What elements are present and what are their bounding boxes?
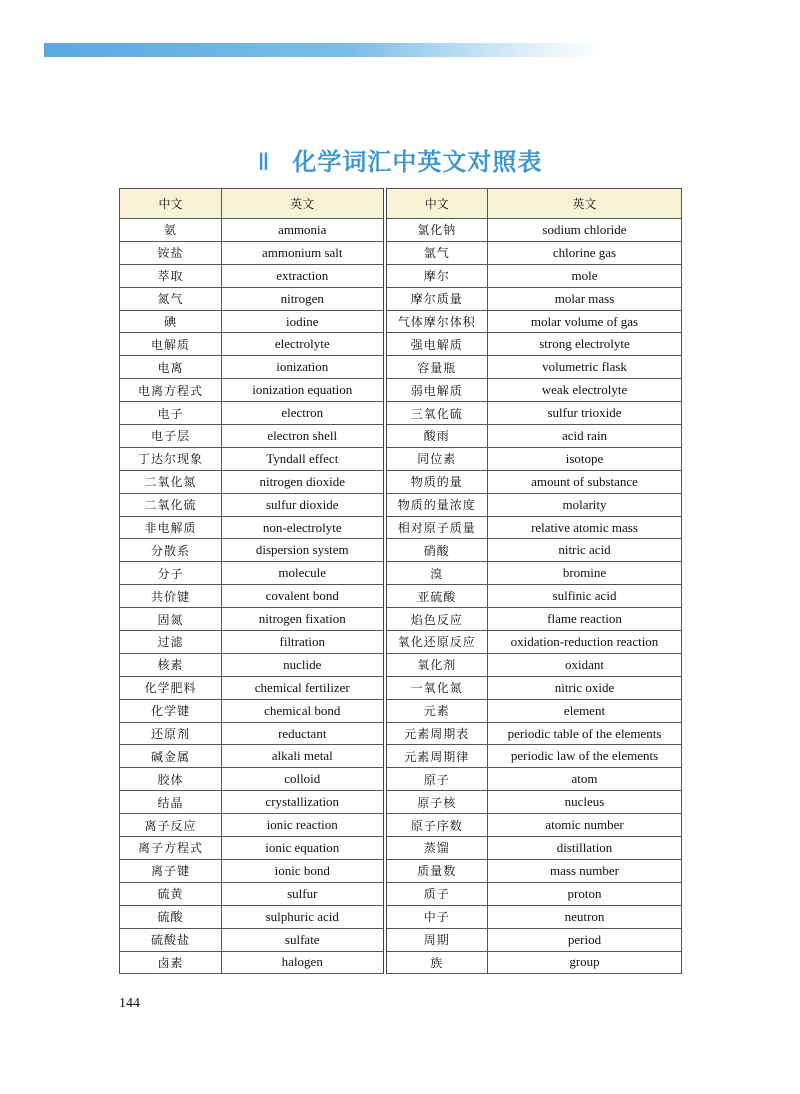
english-term-cell: mole <box>488 264 682 287</box>
chinese-term-cell: 丁达尔现象 <box>120 447 222 470</box>
chinese-term-cell: 核素 <box>120 653 222 676</box>
table-row <box>120 928 682 951</box>
english-term-cell: volumetric flask <box>488 356 682 379</box>
english-term-cell: extraction <box>222 264 385 287</box>
english-term-cell: nitric acid <box>488 539 682 562</box>
table-row <box>120 653 682 676</box>
english-term-cell: amount of substance <box>488 470 682 493</box>
english-term-cell: proton <box>488 882 682 905</box>
table-row <box>120 264 682 287</box>
chinese-term-cell: 氧化剂 <box>385 653 488 676</box>
english-term-cell: sulfur <box>222 882 385 905</box>
english-term-cell: filtration <box>222 631 385 654</box>
chinese-term-cell: 摩尔质量 <box>385 287 488 310</box>
table-row <box>120 287 682 310</box>
english-term-cell: bromine <box>488 562 682 585</box>
chinese-term-cell: 二氧化硫 <box>120 493 222 516</box>
english-term-cell: molecule <box>222 562 385 585</box>
chinese-term-cell: 物质的量浓度 <box>385 493 488 516</box>
english-term-cell: molar mass <box>488 287 682 310</box>
english-term-cell: chemical fertilizer <box>222 676 385 699</box>
table-row <box>120 905 682 928</box>
chinese-term-cell: 化学肥料 <box>120 676 222 699</box>
column-header-chinese: 中文 <box>120 189 222 219</box>
chinese-term-cell: 相对原子质量 <box>385 516 488 539</box>
english-term-cell: oxidant <box>488 653 682 676</box>
english-term-cell: distillation <box>488 837 682 860</box>
english-term-cell: colloid <box>222 768 385 791</box>
chinese-term-cell: 摩尔 <box>385 264 488 287</box>
english-term-cell: iodine <box>222 310 385 333</box>
chinese-term-cell: 气体摩尔体积 <box>385 310 488 333</box>
chinese-term-cell: 原子核 <box>385 791 488 814</box>
english-term-cell: sulfur trioxide <box>488 402 682 425</box>
english-term-cell: element <box>488 699 682 722</box>
table-row <box>120 379 682 402</box>
english-term-cell: sulfate <box>222 928 385 951</box>
table-row <box>120 791 682 814</box>
chinese-term-cell: 铵盐 <box>120 241 222 264</box>
english-term-cell: halogen <box>222 951 385 974</box>
chinese-term-cell: 离子键 <box>120 859 222 882</box>
chinese-term-cell: 元素 <box>385 699 488 722</box>
english-term-cell: mass number <box>488 859 682 882</box>
english-term-cell: neutron <box>488 905 682 928</box>
english-term-cell: ionization <box>222 356 385 379</box>
english-term-cell: atomic number <box>488 814 682 837</box>
chinese-term-cell: 电解质 <box>120 333 222 356</box>
english-term-cell: dispersion system <box>222 539 385 562</box>
section-title: 化学词汇中英文对照表 <box>292 148 543 176</box>
chinese-term-cell: 卤素 <box>120 951 222 974</box>
table-row <box>120 333 682 356</box>
table-row <box>120 562 682 585</box>
english-term-cell: ionic equation <box>222 837 385 860</box>
chinese-term-cell: 硫酸 <box>120 905 222 928</box>
header-decoration-bar <box>44 43 604 57</box>
english-term-cell: atom <box>488 768 682 791</box>
chinese-term-cell: 族 <box>385 951 488 974</box>
chinese-term-cell: 固氮 <box>120 608 222 631</box>
english-term-cell: oxidation-reduction reaction <box>488 631 682 654</box>
chinese-term-cell: 电离 <box>120 356 222 379</box>
english-term-cell: sulfur dioxide <box>222 493 385 516</box>
table-row <box>120 814 682 837</box>
chinese-term-cell: 化学键 <box>120 699 222 722</box>
chinese-term-cell: 还原剂 <box>120 722 222 745</box>
chinese-term-cell: 周期 <box>385 928 488 951</box>
english-term-cell: ionization equation <box>222 379 385 402</box>
english-term-cell: sulfinic acid <box>488 585 682 608</box>
english-term-cell: ammonium salt <box>222 241 385 264</box>
chinese-term-cell: 非电解质 <box>120 516 222 539</box>
chinese-term-cell: 电离方程式 <box>120 379 222 402</box>
chinese-term-cell: 原子 <box>385 768 488 791</box>
table-row <box>120 310 682 333</box>
english-term-cell: covalent bond <box>222 585 385 608</box>
english-term-cell: electron shell <box>222 425 385 448</box>
chinese-term-cell: 元素周期表 <box>385 722 488 745</box>
english-term-cell: group <box>488 951 682 974</box>
english-term-cell: isotope <box>488 447 682 470</box>
table-row <box>120 882 682 905</box>
chinese-term-cell: 质子 <box>385 882 488 905</box>
table-row <box>120 951 682 974</box>
chinese-term-cell: 离子反应 <box>120 814 222 837</box>
english-term-cell: non-electrolyte <box>222 516 385 539</box>
chinese-term-cell: 一氧化氮 <box>385 676 488 699</box>
english-term-cell: nucleus <box>488 791 682 814</box>
english-term-cell: crystallization <box>222 791 385 814</box>
chinese-term-cell: 质量数 <box>385 859 488 882</box>
english-term-cell: flame reaction <box>488 608 682 631</box>
table-row <box>120 425 682 448</box>
table-row <box>120 768 682 791</box>
english-term-cell: ionic reaction <box>222 814 385 837</box>
chinese-term-cell: 物质的量 <box>385 470 488 493</box>
chinese-term-cell: 容量瓶 <box>385 356 488 379</box>
chinese-term-cell: 亚硫酸 <box>385 585 488 608</box>
glossary-table <box>119 188 682 974</box>
chinese-term-cell: 氯气 <box>385 241 488 264</box>
english-term-cell: nitrogen <box>222 287 385 310</box>
english-term-cell: molarity <box>488 493 682 516</box>
english-term-cell: chlorine gas <box>488 241 682 264</box>
chinese-term-cell: 同位素 <box>385 447 488 470</box>
chinese-term-cell: 分散系 <box>120 539 222 562</box>
english-term-cell: reductant <box>222 722 385 745</box>
english-term-cell: strong electrolyte <box>488 333 682 356</box>
chinese-term-cell: 离子方程式 <box>120 837 222 860</box>
table-header-row <box>120 189 682 219</box>
column-header-english: 英文 <box>222 189 385 219</box>
table-row <box>120 722 682 745</box>
section-numeral: Ⅱ <box>257 150 271 176</box>
chinese-term-cell: 氯化钠 <box>385 219 488 242</box>
chinese-term-cell: 二氧化氮 <box>120 470 222 493</box>
table-row <box>120 470 682 493</box>
chinese-term-cell: 酸雨 <box>385 425 488 448</box>
table-row <box>120 539 682 562</box>
english-term-cell: alkali metal <box>222 745 385 768</box>
table-row <box>120 402 682 425</box>
table-row <box>120 447 682 470</box>
table-row <box>120 631 682 654</box>
english-term-cell: periodic law of the elements <box>488 745 682 768</box>
table-row <box>120 516 682 539</box>
chinese-term-cell: 氮气 <box>120 287 222 310</box>
chinese-term-cell: 碘 <box>120 310 222 333</box>
english-term-cell: ionic bond <box>222 859 385 882</box>
page-title <box>0 142 800 177</box>
chinese-term-cell: 胶体 <box>120 768 222 791</box>
chinese-term-cell: 元素周期律 <box>385 745 488 768</box>
table-row <box>120 837 682 860</box>
chinese-term-cell: 弱电解质 <box>385 379 488 402</box>
english-term-cell: sulphuric acid <box>222 905 385 928</box>
table-row <box>120 745 682 768</box>
table-row <box>120 859 682 882</box>
english-term-cell: nitric oxide <box>488 676 682 699</box>
chinese-term-cell: 萃取 <box>120 264 222 287</box>
table-row <box>120 219 682 242</box>
table-row <box>120 699 682 722</box>
english-term-cell: nuclide <box>222 653 385 676</box>
chinese-term-cell: 中子 <box>385 905 488 928</box>
chinese-term-cell: 共价键 <box>120 585 222 608</box>
chinese-term-cell: 焰色反应 <box>385 608 488 631</box>
chinese-term-cell: 电子层 <box>120 425 222 448</box>
chinese-term-cell: 硫黄 <box>120 882 222 905</box>
chinese-term-cell: 硫酸盐 <box>120 928 222 951</box>
chinese-term-cell: 分子 <box>120 562 222 585</box>
english-term-cell: electrolyte <box>222 333 385 356</box>
english-term-cell: relative atomic mass <box>488 516 682 539</box>
chinese-term-cell: 氨 <box>120 219 222 242</box>
english-term-cell: Tyndall effect <box>222 447 385 470</box>
english-term-cell: chemical bond <box>222 699 385 722</box>
chinese-term-cell: 强电解质 <box>385 333 488 356</box>
table-row <box>120 585 682 608</box>
english-term-cell: sodium chloride <box>488 219 682 242</box>
chinese-term-cell: 电子 <box>120 402 222 425</box>
column-header-chinese: 中文 <box>385 189 488 219</box>
table-row <box>120 356 682 379</box>
english-term-cell: electron <box>222 402 385 425</box>
english-term-cell: nitrogen dioxide <box>222 470 385 493</box>
english-term-cell: periodic table of the elements <box>488 722 682 745</box>
chinese-term-cell: 三氧化硫 <box>385 402 488 425</box>
english-term-cell: ammonia <box>222 219 385 242</box>
chinese-term-cell: 原子序数 <box>385 814 488 837</box>
page-number: 144 <box>119 996 140 1011</box>
english-term-cell: molar volume of gas <box>488 310 682 333</box>
chinese-term-cell: 碱金属 <box>120 745 222 768</box>
english-term-cell: period <box>488 928 682 951</box>
chinese-term-cell: 蒸馏 <box>385 837 488 860</box>
column-header-english: 英文 <box>488 189 682 219</box>
chinese-term-cell: 结晶 <box>120 791 222 814</box>
table-row <box>120 608 682 631</box>
table-row <box>120 493 682 516</box>
table-row <box>120 241 682 264</box>
chinese-term-cell: 氧化还原反应 <box>385 631 488 654</box>
english-term-cell: weak electrolyte <box>488 379 682 402</box>
chinese-term-cell: 过滤 <box>120 631 222 654</box>
english-term-cell: nitrogen fixation <box>222 608 385 631</box>
table-row <box>120 676 682 699</box>
chinese-term-cell: 溴 <box>385 562 488 585</box>
chinese-term-cell: 硝酸 <box>385 539 488 562</box>
english-term-cell: acid rain <box>488 425 682 448</box>
glossary-table-body <box>120 219 682 974</box>
